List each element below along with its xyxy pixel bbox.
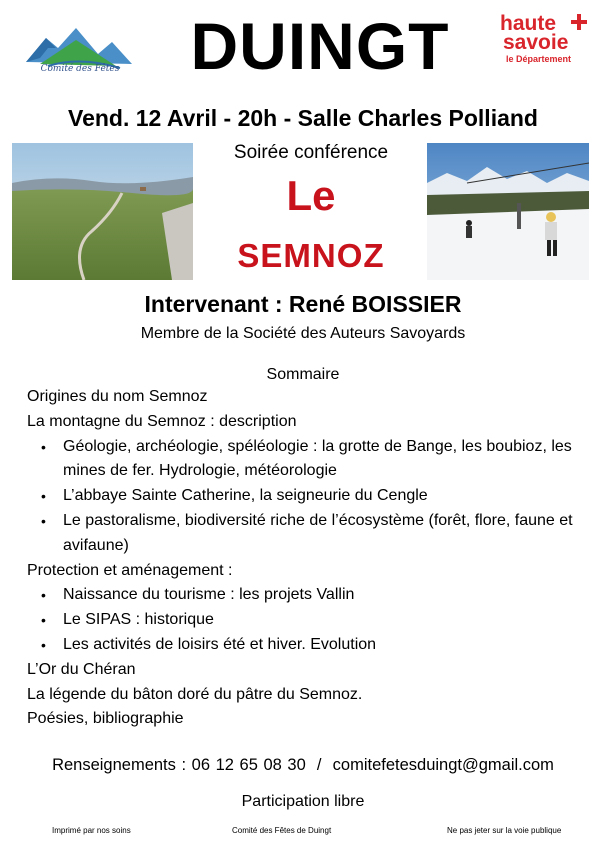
logo-left-text: Comité des Fêtes bbox=[40, 64, 120, 74]
summary-line: La montagne du Semnoz : description bbox=[27, 412, 297, 430]
list-item: • Le pastoralisme, biodiversité riche de l’écosystème (forêt, flore, faune et avifaune) bbox=[63, 509, 587, 559]
speaker-name: Intervenant : René BOISSIER bbox=[144, 291, 462, 317]
logo-right-line3: le Département bbox=[506, 54, 572, 64]
participation-note: Participation libre bbox=[241, 793, 365, 810]
summary-line: Protection et aménagement : bbox=[27, 561, 233, 579]
contact-info: Renseignements : 06 12 65 08 30 / comitefetesduingt@gmail.com bbox=[52, 756, 554, 774]
summary-title: Sommaire bbox=[266, 366, 340, 383]
summary-line: Poésies, bibliographie bbox=[27, 710, 184, 728]
page-title: DUINGT bbox=[190, 9, 450, 83]
semnoz-summer-photo bbox=[12, 143, 193, 280]
logo-right-line2: savoie bbox=[503, 31, 569, 54]
footer-middle: Comité des Fêtes de Duingt bbox=[232, 826, 332, 835]
logo-right-line1: haute bbox=[500, 12, 557, 35]
savoie-cross-icon bbox=[571, 14, 587, 30]
list-item: • Géologie, archéologie, spéléologie : la grotte de Bange, les boubioz, les mines de fer. Hydrologie, météorologie bbox=[63, 435, 587, 485]
mountains-logo-icon bbox=[20, 18, 138, 90]
speaker-role: Membre de la Société des Auteurs Savoyards bbox=[140, 325, 466, 342]
comite-des-fetes-logo bbox=[20, 18, 138, 90]
summary-bullets-description bbox=[27, 435, 587, 559]
event-date-location: Vend. 12 Avril - 20h - Salle Charles Polliand bbox=[68, 105, 538, 131]
footer-left: Imprimé par nos soins bbox=[52, 826, 131, 835]
list-item: • L’abbaye Sainte Catherine, la seigneurie du Cengle bbox=[63, 484, 587, 509]
ski-slope-icon bbox=[427, 143, 589, 280]
summary-line: L’Or du Chéran bbox=[27, 660, 136, 678]
haute-savoie-logo bbox=[500, 14, 590, 84]
summary-list bbox=[27, 385, 587, 732]
event-title-line2: SEMNOZ bbox=[237, 237, 385, 274]
summary-bullets-protection bbox=[27, 583, 587, 657]
semnoz-winter-photo bbox=[427, 143, 589, 280]
list-item: • Les activités de loisirs été et hiver. Evolution bbox=[63, 633, 587, 658]
footer-right: Ne pas jeter sur la voie publique bbox=[447, 826, 562, 835]
summary-line: Origines du nom Semnoz bbox=[27, 388, 208, 405]
summary-line: La légende du bâton doré du pâtre du Semnoz. bbox=[27, 685, 363, 703]
event-subtitle: Soirée conférence bbox=[233, 142, 389, 163]
list-item: • Naissance du tourisme : les projets Vallin bbox=[63, 583, 587, 608]
event-title-line1: Le bbox=[286, 172, 336, 219]
summer-landscape-icon bbox=[12, 143, 193, 280]
list-item: • Le SIPAS : historique bbox=[63, 608, 587, 633]
